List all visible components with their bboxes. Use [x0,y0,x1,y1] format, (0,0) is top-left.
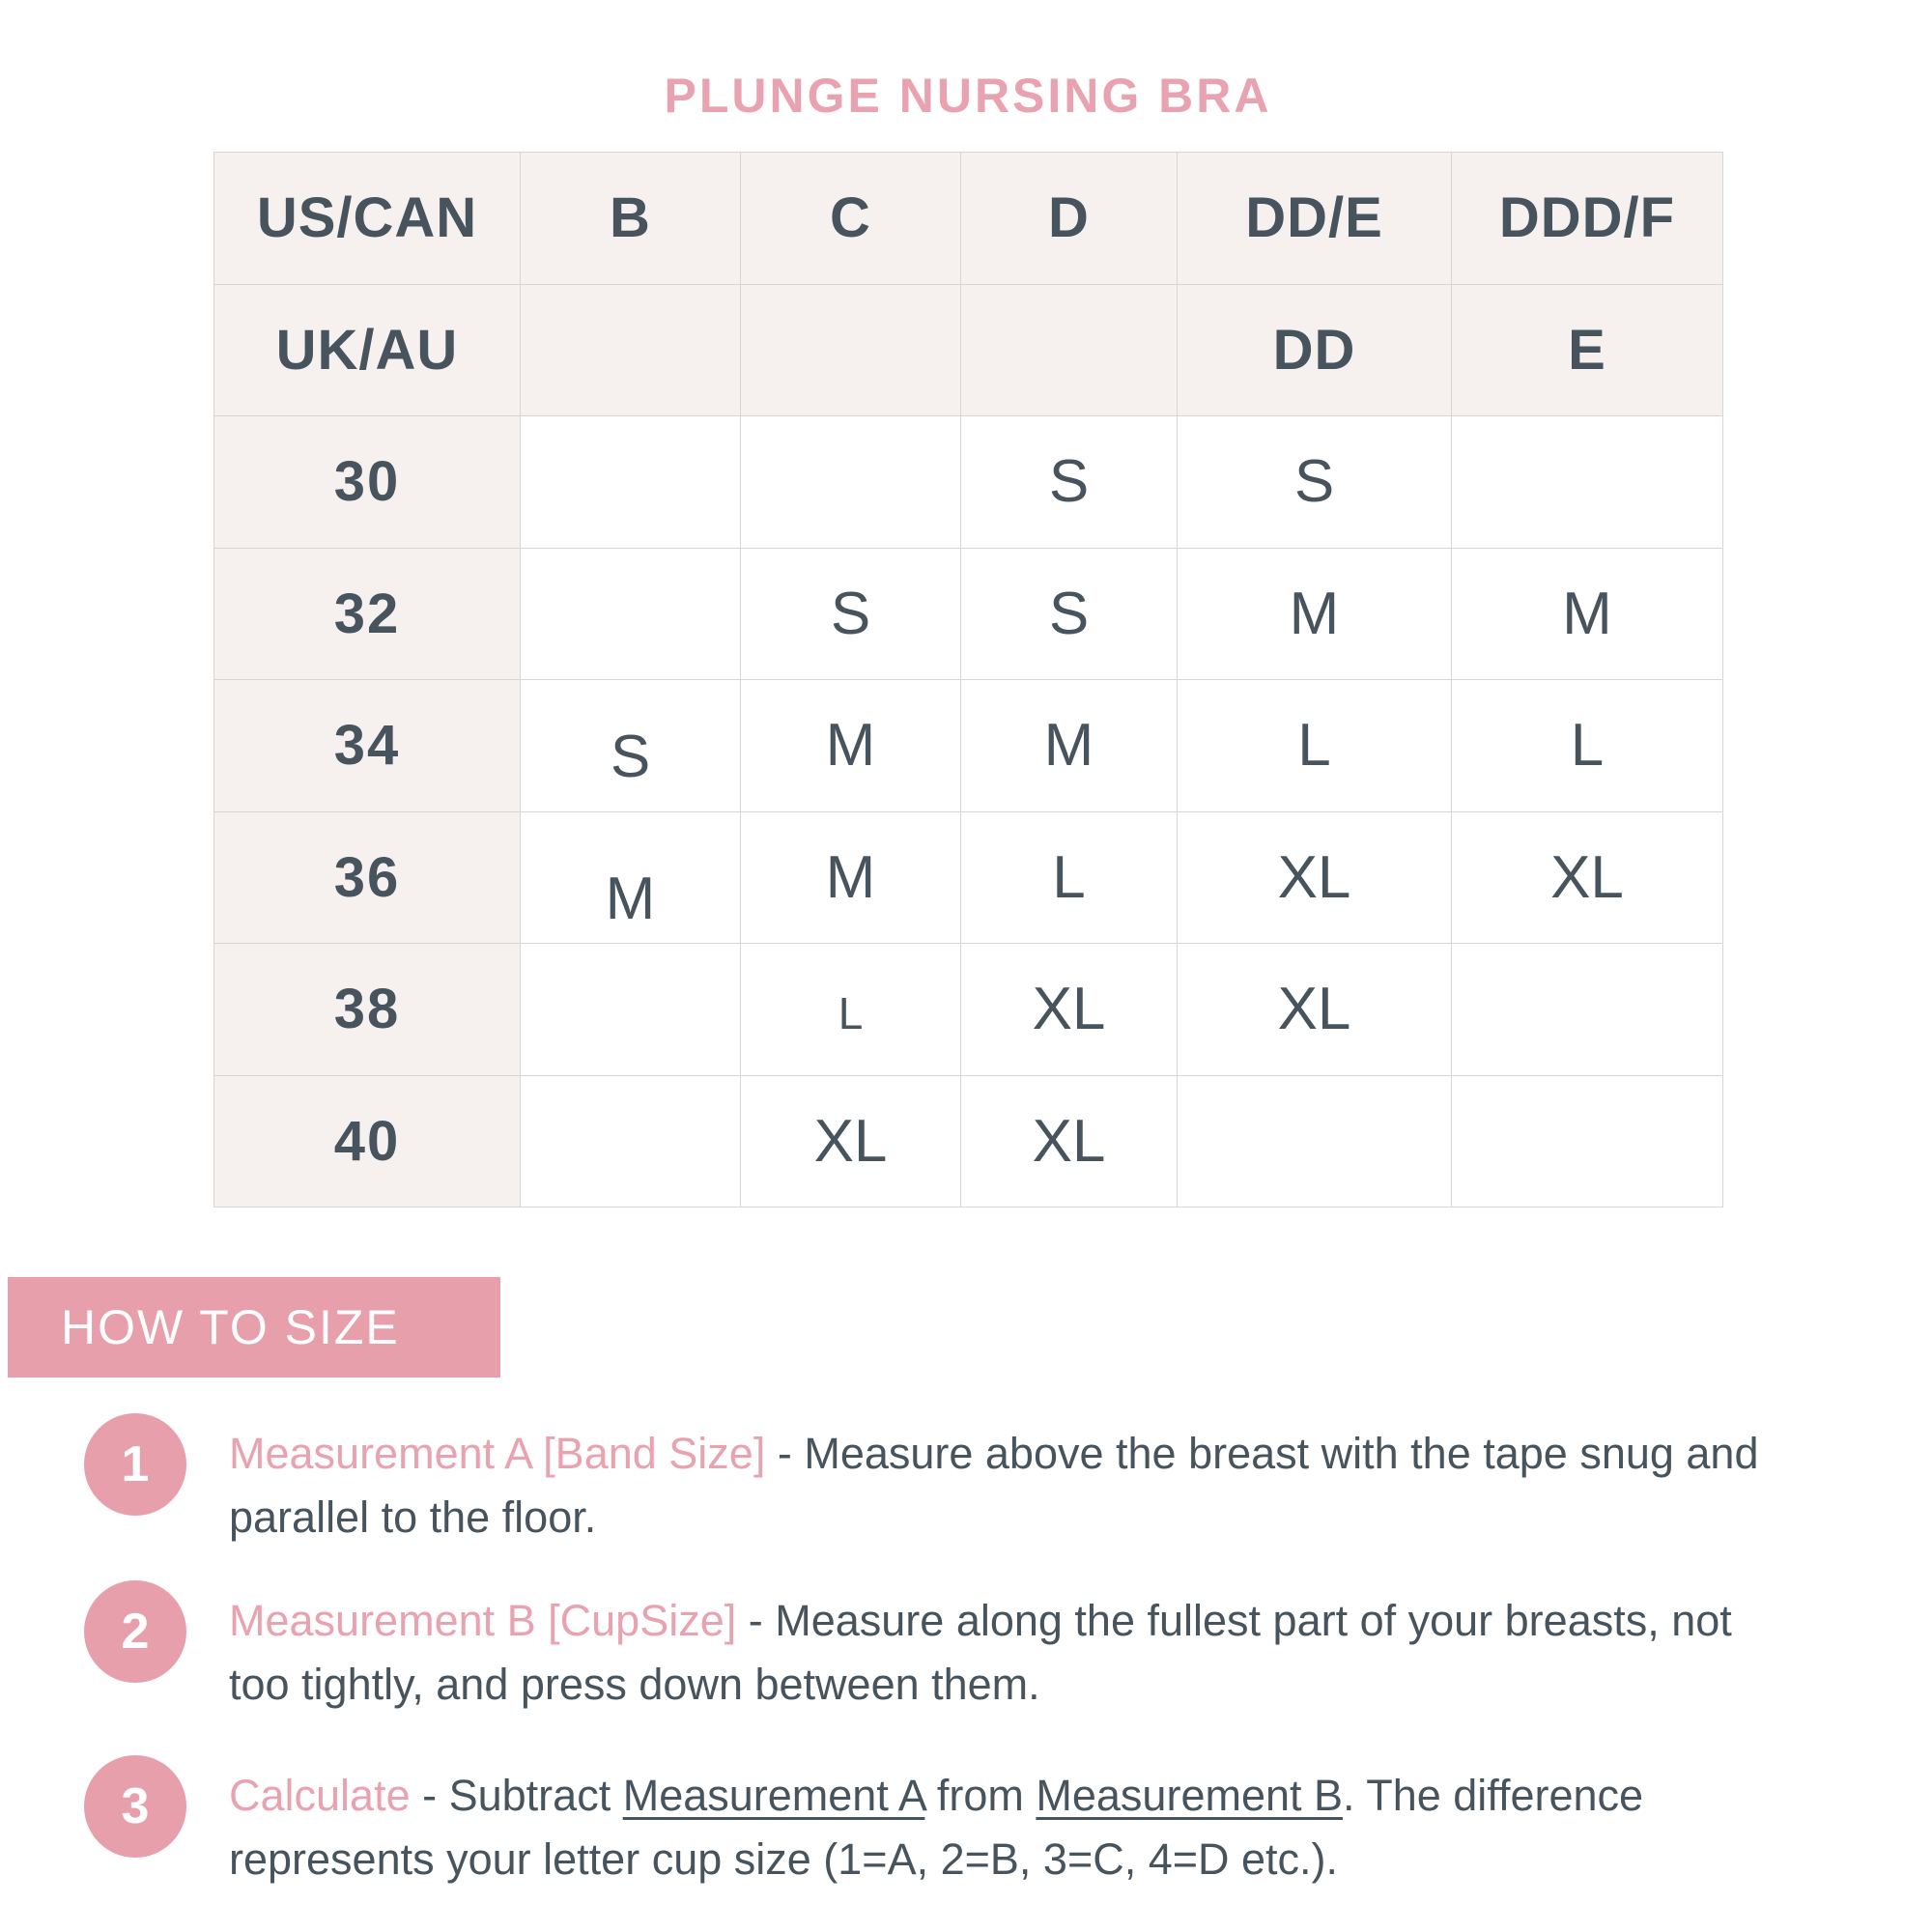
size-value-cell [961,416,1178,549]
size-value: M [1289,580,1340,647]
size-value-cell [521,548,741,680]
table-row [214,548,1723,680]
band-size-cell: 34 [214,680,521,812]
size-value: L [1052,843,1086,911]
size-value: S [610,724,651,791]
band-size-cell: 38 [214,944,521,1076]
step-row [0,1764,1932,1909]
size-value-cell [741,680,961,812]
step-body-line-1: Measurement B [CupSize] - Measure along the fullest part of your breasts, not [229,1596,1732,1645]
size-value-cell [961,1075,1178,1208]
size-value-cell [741,416,961,549]
underlined-term: Measurement B [1036,1771,1344,1820]
band-size-cell: 30 [214,416,521,549]
step-number-badge [84,1413,186,1516]
step-number: 3 [121,1778,150,1834]
step-number-badge [84,1755,186,1858]
size-value: L [838,988,864,1039]
size-value: XL [1277,976,1351,1043]
column-header-cell: D [961,153,1178,285]
size-value: S [830,580,871,647]
step-text [229,1764,1643,1891]
step-body-line-1: Measurement A [Band Size] - Measure above the breast with the tape snug and [229,1429,1759,1478]
step-number-badge [84,1580,186,1683]
size-value-cell [521,416,741,549]
column-header-cell [741,284,961,416]
size-value: XL [1550,843,1624,911]
step-body-line-2: parallel to the floor. [229,1492,597,1542]
size-value: M [1562,580,1612,647]
table-row [214,811,1723,944]
band-size-cell: 32 [214,548,521,680]
size-value-cell [1178,944,1452,1076]
table-row [214,416,1723,549]
size-value-cell [1452,1075,1723,1208]
step-body-line-2: represents your letter cup size (1=A, 2=B, 3=C, 4=D etc.). [229,1834,1339,1884]
size-chart-table [213,152,1723,1208]
size-value-cell [1452,811,1723,944]
step-number: 2 [121,1604,150,1660]
step-title: Calculate [229,1771,411,1820]
size-value-cell [961,548,1178,680]
size-value-cell [1178,416,1452,549]
size-value-cell [521,811,741,944]
column-header-cell: DD [1178,284,1452,416]
step-row [0,1589,1932,1734]
table-row [214,1075,1723,1208]
size-value-cell [961,811,1178,944]
size-value-cell [1452,680,1723,812]
size-value-cell [1452,944,1723,1076]
size-value-cell [521,680,741,812]
step-body-line-2: too tightly, and press down between them. [229,1660,1040,1709]
step-number: 1 [121,1436,150,1492]
column-header-cell: B [521,153,741,285]
step-title: Measurement A [Band Size] [229,1429,766,1478]
size-value: L [1570,712,1605,780]
size-value: M [1043,712,1094,780]
table-row [214,944,1723,1076]
column-header-cell: DDD/F [1452,153,1723,285]
band-system-cell: US/CAN [214,153,521,285]
column-header-cell: E [1452,284,1723,416]
size-value-cell [741,811,961,944]
band-system-cell: UK/AU [214,284,521,416]
size-value: S [1048,580,1090,647]
size-value-cell [1178,1075,1452,1208]
size-value: M [825,712,876,780]
size-value-cell [741,1075,961,1208]
column-header-cell: C [741,153,961,285]
size-value: M [605,865,656,932]
step-text [229,1589,1732,1717]
column-header-cell [961,284,1178,416]
size-value-cell [1452,548,1723,680]
size-value: XL [1277,843,1351,911]
header-row-uk-au [214,284,1723,416]
size-value-cell [1178,680,1452,812]
step-title: Measurement B [CupSize] [229,1596,737,1645]
size-value-cell [1178,548,1452,680]
step-text [229,1422,1758,1549]
column-header-cell: DD/E [1178,153,1452,285]
band-size-cell: 36 [214,811,521,944]
underlined-term: Measurement A [622,1771,925,1820]
size-value-cell [1178,811,1452,944]
size-value: M [825,843,876,911]
step-row [0,1422,1932,1567]
page-title: PLUNGE NURSING BRA [664,69,1272,123]
size-value: S [1048,448,1090,516]
how-to-size-banner [8,1277,500,1378]
how-to-size-label: HOW TO SIZE [61,1300,400,1354]
size-value: XL [813,1107,888,1175]
size-value-cell [961,680,1178,812]
band-size-cell: 40 [214,1075,521,1208]
size-value: XL [1032,1107,1106,1175]
step-body-line-1: Calculate - Subtract Measurement A from Measurement B. The difference [229,1771,1644,1820]
size-value-cell [521,1075,741,1208]
table-row [214,680,1723,812]
size-value: L [1297,712,1331,780]
size-value-cell [521,944,741,1076]
size-value: XL [1032,976,1106,1043]
size-value-cell [961,944,1178,1076]
header-row-us-can [214,153,1723,285]
column-header-cell [521,284,741,416]
size-value-cell [741,548,961,680]
size-value-cell [1452,416,1723,549]
size-value-cell [741,944,961,1076]
size-value: S [1293,448,1335,516]
